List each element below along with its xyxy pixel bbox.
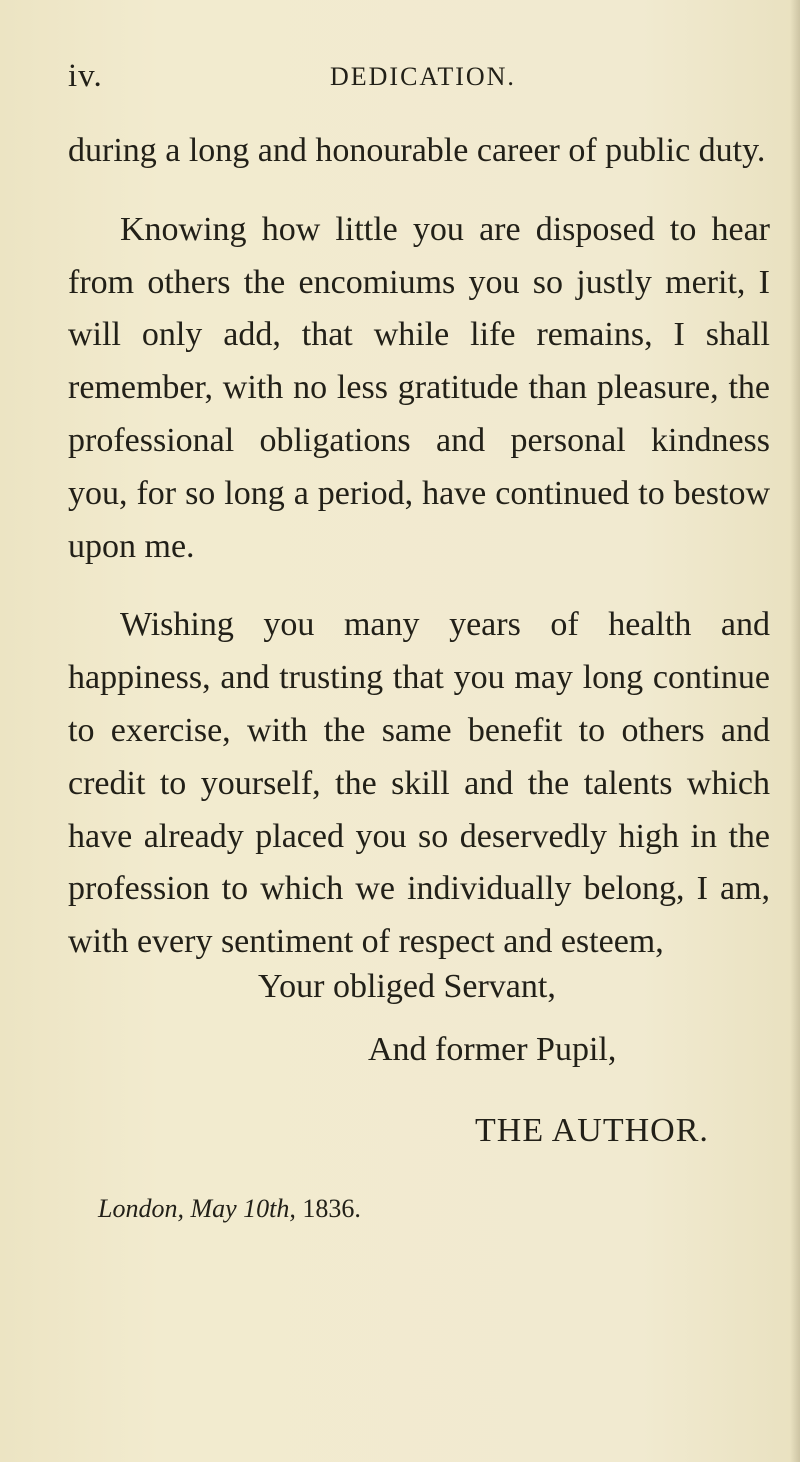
paragraph-knowing: Knowing how little you are disposed to hear from others the encomiums you so justly merit, I will only add, that while life remains, I shall remember, with no less gratitude than pleasure, the professional obligations and personal kindness you, for so long a period, have continued to bestow upon me. <box>68 210 770 565</box>
dateline-year: 1836. <box>302 1194 361 1223</box>
closing-author: THE AUTHOR. <box>475 1112 709 1149</box>
paragraph-continuation: during a long and honourable career of public duty. <box>68 132 766 169</box>
closing-pupil: And former Pupil, <box>368 1031 617 1068</box>
dateline <box>98 1194 361 1224</box>
page-header <box>68 58 778 94</box>
running-head: DEDICATION. <box>330 62 516 91</box>
page-edge-shadow <box>790 0 800 1462</box>
closing-servant: Your obliged Servant, <box>258 968 556 1005</box>
page-number: iv. <box>68 58 103 94</box>
dateline-place: London, May 10th, <box>98 1194 296 1223</box>
dedication-text <box>68 125 770 969</box>
paragraph-wishing: Wishing you many years of health and happiness, and trusting that you may long continue to exercise, with the same benefit to others and credit to yourself, the skill and the talents which have already placed you so deservedly high in the profession to which we individually belong, I am, with every sentiment of respect and esteem, <box>68 606 770 961</box>
